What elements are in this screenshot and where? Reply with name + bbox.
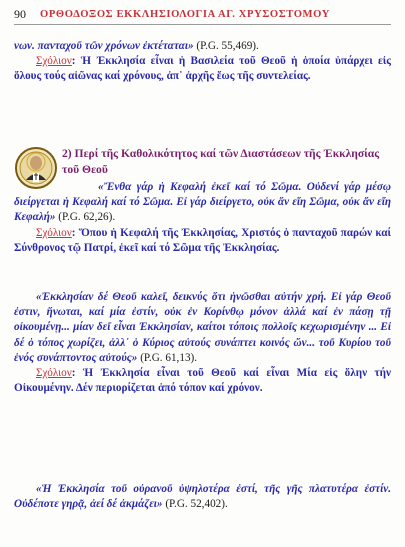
block-3-scholion [14, 366, 391, 396]
block-3-ref: (P.G. 61,13). [137, 351, 198, 364]
section-2-ref: (P.G. 62,26). [55, 211, 116, 224]
block-1 [14, 39, 391, 85]
block-1-quote-end: νων. πανταχοῦ τῶν χρόνων ἐκτέταται» [14, 40, 194, 52]
block-4-ref: (P.G. 52,402). [162, 498, 228, 511]
scholion-label-1: Σχόλιον [36, 55, 72, 68]
section-2-heading: 2) Περί τῆς Καθολικότητος καί τῶν Διαστάσεων τῆς Ἐκκλησίας τοῦ Θεοῦ [62, 147, 380, 176]
scholion-text-3: : Ἡ Ἐκκλησία εἶναι τοῦ Θεοῦ καί εἶναι Μία εἰς ὅλην τήν Οἰκουμένην. Δέν περιορίζεται ἀπό τόπον καί χρόνον. [14, 367, 391, 395]
section-2-heading-block [62, 146, 391, 178]
block-1-scholion [14, 54, 391, 84]
block-1-line1 [14, 39, 391, 54]
page-header [14, 4, 391, 25]
running-head: ΟΡΘΟΔΟΞΟΣ ΕΚΚΛΗΣΙΟΛΟΓΙΑ ΑΓ. ΧΡΥΣΟΣΤΟΜΟΥ [40, 8, 330, 20]
section-2-body [14, 180, 391, 256]
section-2-quote [14, 180, 391, 226]
block-4 [14, 482, 391, 512]
section-2-scholion [14, 226, 391, 256]
block-4-quote-text: «Ἡ Ἐκκλησία τοῦ οὐρανοῦ ὑψηλοτέρα ἐστί, τῆς γῆς πλατυτέρα ἐστίν. Οὐδέποτε γηρᾷ, ἀεί δέ ἀκμάζει» [14, 483, 391, 511]
block-3 [14, 290, 391, 396]
scholion-label-3: Σχόλιον [36, 367, 72, 380]
scholion-label-2: Σχόλιον [36, 226, 72, 239]
page-number: 90 [14, 6, 26, 21]
block-4-quote [14, 482, 391, 512]
scholion-text-2: : Ὅπου ἡ Κεφαλή τῆς Ἐκκλησίας, Χριστός ὁ πανταχοῦ παρών καί Σύνθρονος τῷ Πατρί, ἐκεῖ καί τό Σῶμα τῆς Ἐκκλησίας. [14, 226, 391, 254]
block-3-quote [14, 290, 391, 366]
section-2-quote-text: «Ἔνθα γάρ ἡ Κεφαλή ἐκεῖ καί τό Σῶμα. Οὐδενί γάρ μέσῳ διείργεται ἡ Κεφαλή καί τό Σῶμα. Εἰ γάρ διείργετο, οὐκ ἄν εἴη Σῶμα, οὐκ ἄν εἴη Κεφαλή» [14, 181, 391, 224]
block-3-quote-text: «Ἐκκλησίαν δέ Θεοῦ καλεῖ, δεικνύς ὅτι ἡνῶσθαι αὐτήν χρή. Εἰ γάρ Θεοῦ ἐστιν, ἥνωται, καί μία ἐστίν, οὐκ ἐν Κορίνθῳ μόνον ἀλλά καί ἐν πάσῃ τῇ οἰκουμένῃ... μίαν δεῖ εἶναι Ἐκκλησίαν, καίτοι τόποις πολλοῖς κεχωρισμένην ... Εἰ δέ ὁ τόπος χωρίζει, ἀλλ᾽ ὁ Κύριος αὐτούς συνάπτει κοινός ὤν... τοῦ Κυρίου τοῦ ἑνός συνάπτοντος αὐτούς» [14, 291, 391, 364]
block-1-ref: (P.G. 55,469). [193, 40, 259, 52]
scholion-text-1: : Ἡ Ἐκκλησία εἶναι ἡ Βασιλεία τοῦ Θεοῦ ἡ ὁποία ὑπάρχει εἰς ὅλους τούς αἰῶνας καί χρόνους, ἀπ᾽ ἀρχῆς ἕως τῆς συντελείας. [14, 55, 391, 83]
